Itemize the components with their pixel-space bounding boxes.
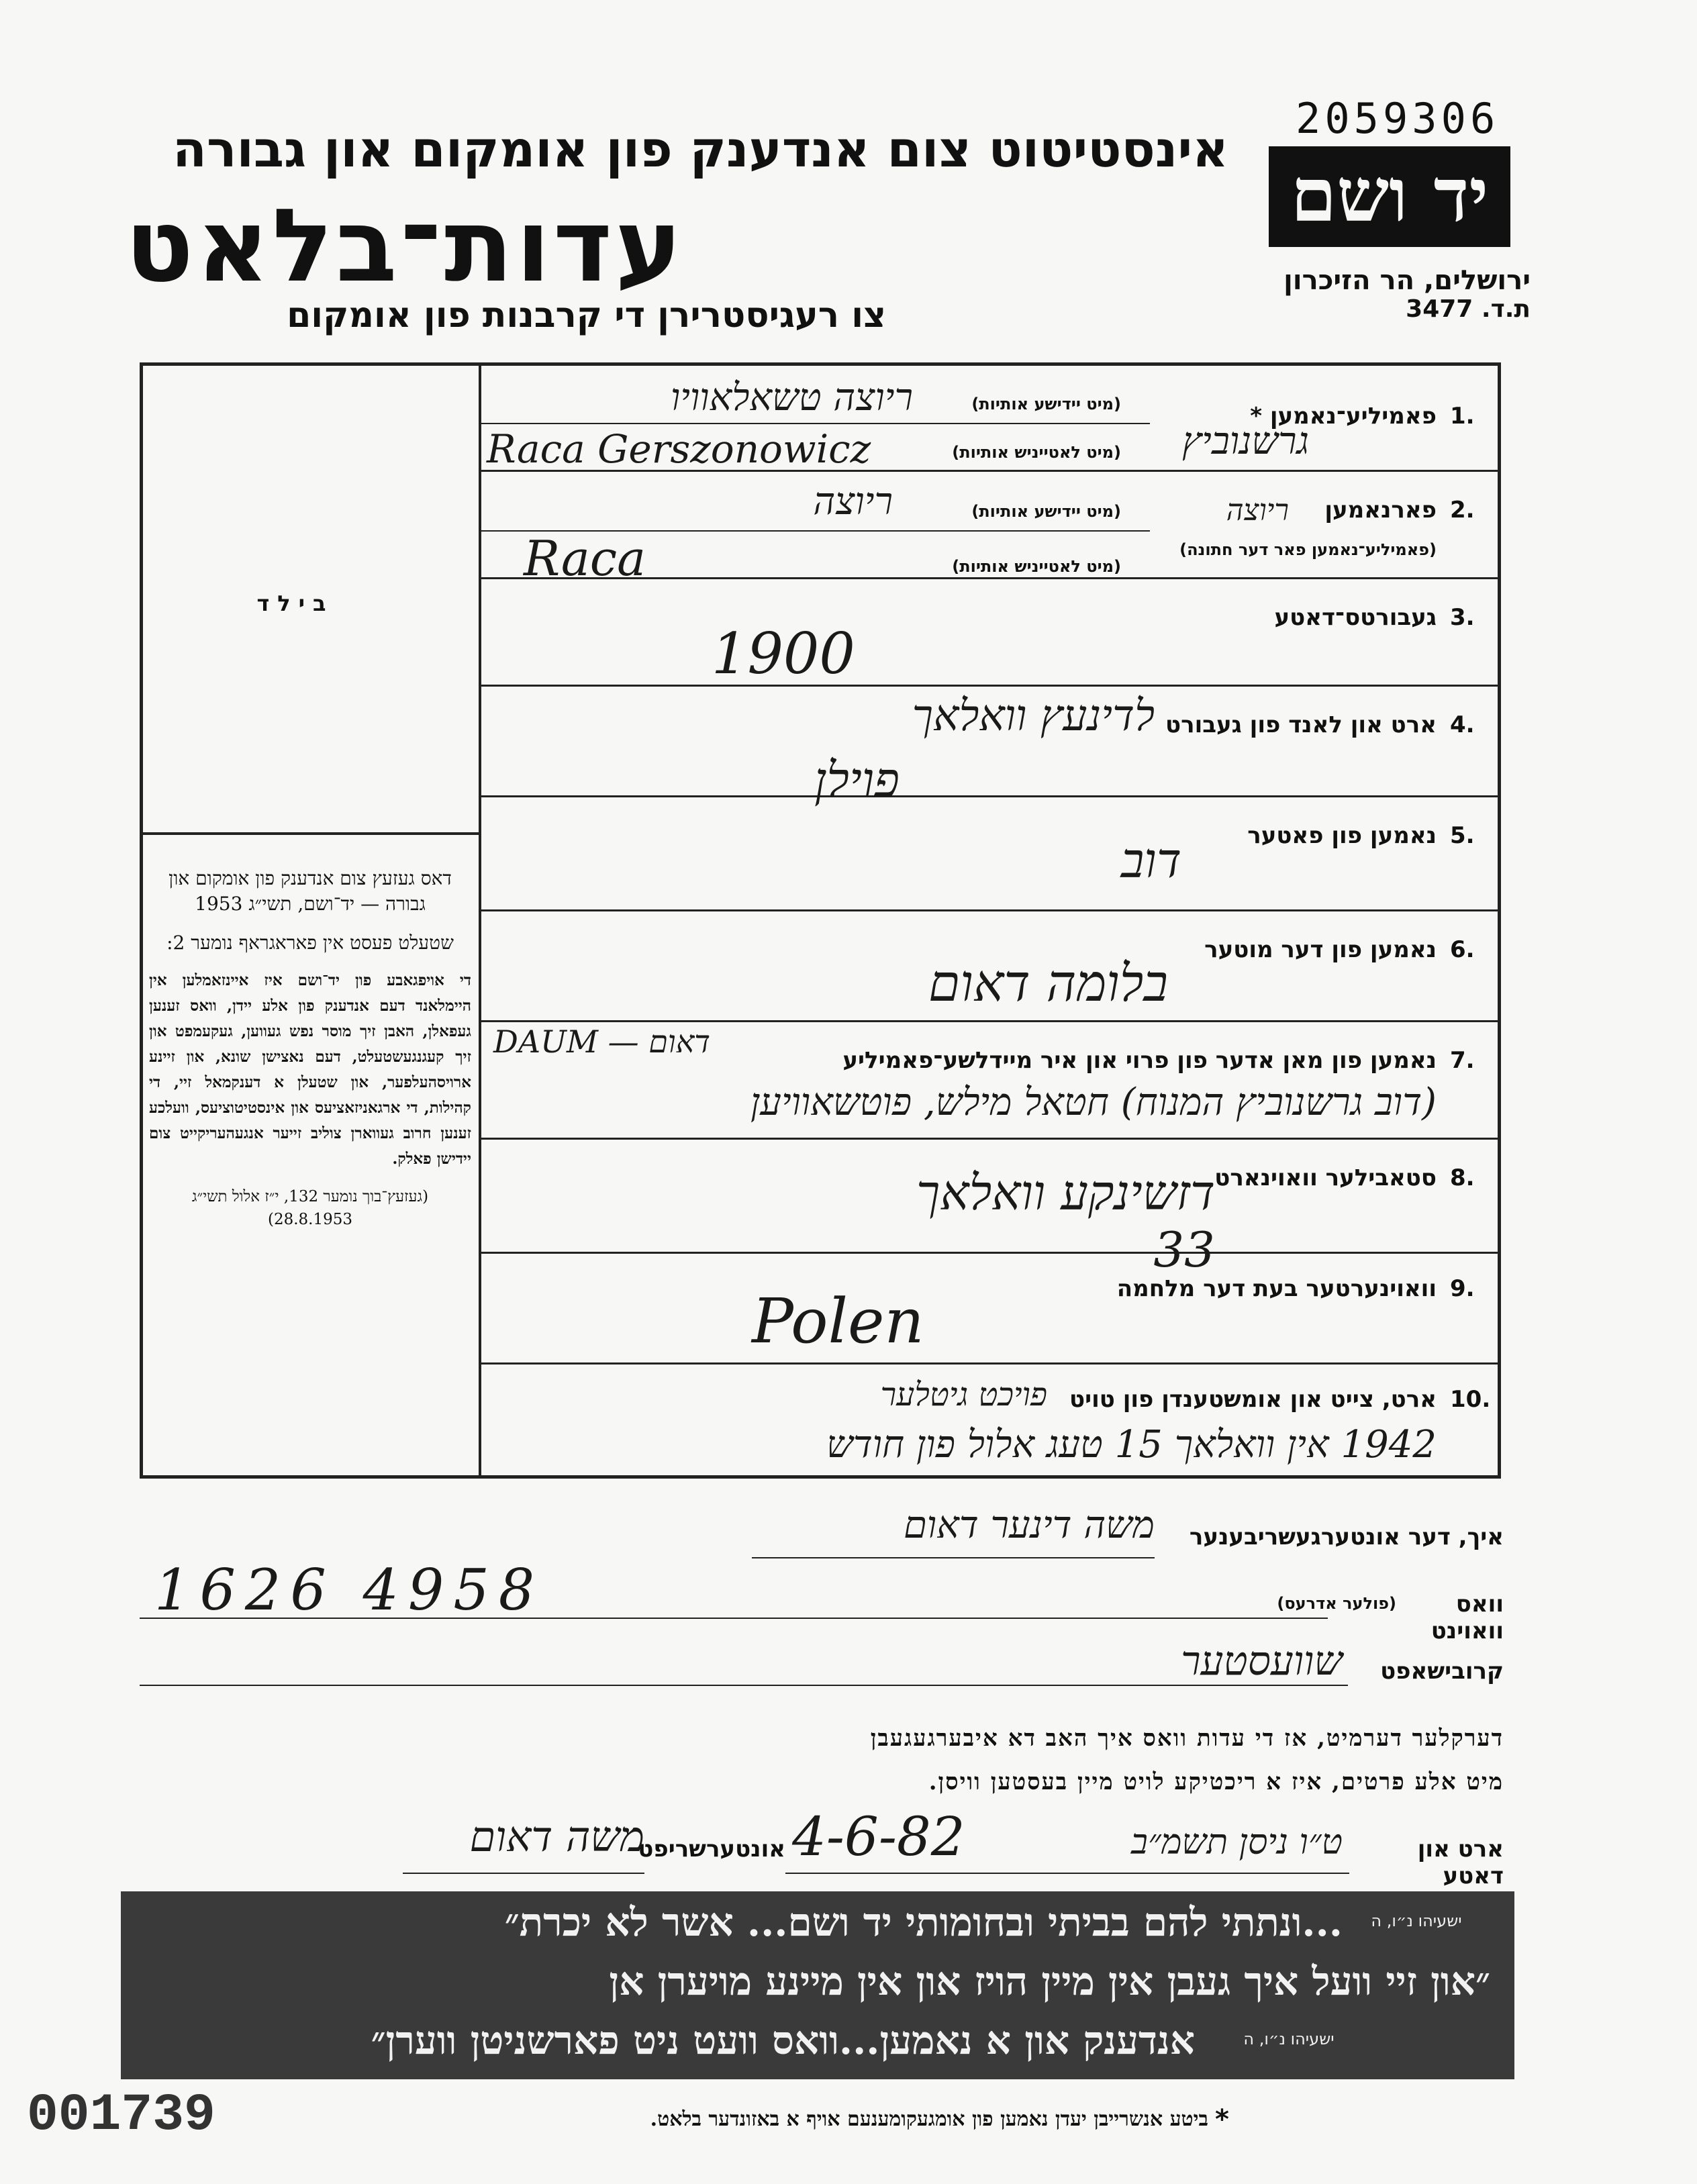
row-sep-3 bbox=[479, 795, 1501, 797]
field-10-value2: פויכט גיטלער bbox=[880, 1376, 1047, 1413]
field-1-label: פאמיליע־נאמען * bbox=[1250, 403, 1437, 430]
row-sep-8 bbox=[479, 1362, 1501, 1364]
signer-address-hint: (פולער אדרעס) bbox=[1277, 1594, 1396, 1613]
signer-relation-label: קרובישאפט bbox=[1380, 1658, 1504, 1685]
field-2-value-lat: Raca bbox=[524, 530, 646, 587]
banner-line1-ref: ישעיהו נ״ו, ה bbox=[1371, 1912, 1462, 1930]
field-1-value-yid: ריוצה טשאלאוויו bbox=[670, 376, 913, 419]
field-10-label: ארט, צייט און אומשטענדן פון טויט bbox=[1069, 1386, 1437, 1413]
declaration-line2: מיט אלע פרטים, איז א ריכטיקע לויט מיין בעסטען וויסן. bbox=[928, 1769, 1504, 1795]
field-9-value: Polen bbox=[752, 1285, 924, 1357]
signature-value: משה דאום bbox=[469, 1812, 644, 1861]
signer-relation-line bbox=[140, 1685, 1348, 1686]
field-6-number: 6. bbox=[1450, 936, 1475, 963]
field-10-number: 10. bbox=[1450, 1386, 1491, 1413]
field-5-label: נאמען פון פאטער bbox=[1247, 822, 1437, 849]
signer-address-label: וואס וואוינט bbox=[1431, 1591, 1504, 1644]
institute-line: אינסטיטוט צום אנדענק פון אומקום און גבורה bbox=[173, 121, 1228, 179]
signer-name-label: איך, דער אונטערגעשריבענער bbox=[1189, 1524, 1504, 1550]
field-2-hint-yid: (מיט יידישע אותיות) bbox=[971, 502, 1121, 521]
field-2-hint-lat: (מיט לאטייניש אותיות) bbox=[952, 557, 1121, 576]
banner-line3-ref: ישעיהו נ״ו, ה bbox=[1243, 2030, 1335, 2048]
field-3-label: געבורטס־דאטע bbox=[1274, 604, 1437, 631]
logo-text: יד ושם bbox=[1290, 152, 1489, 238]
field-8-number: 8. bbox=[1450, 1164, 1475, 1191]
banner-line2: ״און זיי וועל איך געבן אין מיין הויז און אין מיינע מויערן אן bbox=[609, 1958, 1490, 2004]
field-4-label: ארט און לאנד פון געבורט bbox=[1165, 711, 1437, 738]
row-sep-2 bbox=[479, 685, 1501, 687]
field-3-number: 3. bbox=[1450, 604, 1475, 631]
hebrew-date-value: ט״ו ניסן תשמ״ב bbox=[1130, 1822, 1343, 1863]
signature-line bbox=[403, 1873, 644, 1874]
signer-relation-value: שוועסטער bbox=[1181, 1638, 1343, 1685]
field-6-value: בלומה דאום bbox=[928, 953, 1168, 1013]
field-6-label: נאמען פון דער מוטער bbox=[1204, 936, 1437, 963]
yad-vashem-logo bbox=[1269, 146, 1510, 247]
field-2-label-sub: (פאמיליע־נאמען פאר דער חתונה) bbox=[1179, 540, 1437, 559]
law-body: די אויפגאבע פון יד־ושם איז איינזאמלען אין היימלאנד דעם אנדענק פון אלע יידן, וואס זענען געפאלן, האבן זיך מוסר נפש געווען, געקעמפט און זיך קעגנגעשטעלט, דעם נאצישן שונא, און זיינע ארויסהעלפער, און שטעלן א דענקמאל זיי, די קהילות, די ארגאניזאציעס און אינסטיטוציעס, וועלכע זענען חרוב געווארן צוליב זייער אנגעהעריקייט צום יידישן פאלק. bbox=[149, 971, 471, 1168]
serial-number: 001739 bbox=[27, 2086, 215, 2145]
photo-box-divider bbox=[140, 832, 481, 835]
row-sep-1a bbox=[479, 423, 1150, 424]
field-2-number: 2. bbox=[1450, 497, 1475, 524]
field-1-value-lat: Raca Gerszonowicz bbox=[487, 426, 871, 472]
field-10-value: 1942 אין וואלאך 15 טעג אלול פון חודש bbox=[826, 1423, 1437, 1467]
row-sep-5 bbox=[479, 1020, 1501, 1022]
address-line2: ת.ד. 3477 bbox=[1406, 295, 1531, 323]
quote-banner bbox=[121, 1891, 1514, 2079]
field-4-value: לדינעץ וואלאך bbox=[912, 691, 1155, 741]
subtitle: צו רעגיסטרירן די קרבנות פון אומקום bbox=[287, 295, 886, 336]
law-citation: (געזעץ־בוך נומער 132, י״ז אלול תשי״ג 28.8.1953) bbox=[191, 1188, 429, 1228]
place-date-line bbox=[785, 1873, 1349, 1874]
place-date-label: ארט און דאטע bbox=[1417, 1836, 1504, 1889]
address-line1: ירושלים, הר הזיכרון bbox=[1283, 265, 1531, 296]
signer-name-line bbox=[752, 1557, 1155, 1558]
doc-number: 2059306 bbox=[1296, 94, 1500, 143]
field-7-number: 7. bbox=[1450, 1047, 1475, 1074]
field-9-number: 9. bbox=[1450, 1275, 1475, 1302]
row-sep-4 bbox=[479, 909, 1501, 911]
field-2-value-yid: ריוצה bbox=[813, 480, 893, 524]
field-2-label: פארנאמען bbox=[1324, 497, 1437, 524]
field-1-number: 1. bbox=[1450, 403, 1475, 430]
row-sep-6 bbox=[479, 1138, 1501, 1140]
field-7-value: DAUM — דאום bbox=[493, 1024, 711, 1060]
law-title: דאס געזעץ צום אנדענק פון אומקום און גבורה — יד־ושם, תשי״ג 1953 bbox=[168, 867, 452, 915]
footer-note: ביטע אנשרייבן יעדן נאמען פון אומגעקומענעם אויף א באזונדער בלאט. bbox=[650, 2107, 1208, 2131]
field-3-value: 1900 bbox=[712, 621, 855, 687]
field-4-number: 4. bbox=[1450, 711, 1475, 738]
field-1-hint-yid: (מיט יידישע אותיות) bbox=[971, 395, 1121, 413]
field-4-value2: פוילן bbox=[814, 752, 900, 808]
field-7-value2: (דוב גרשנוביץ המנוח) חטאל מילש, פוטשאוויען bbox=[750, 1081, 1437, 1124]
banner-line1: ...ונתתי להם בביתי ובחומותי יד ושם... אשר לא יכרת״ bbox=[504, 1899, 1343, 1945]
field-8-value: דזשינקע וואלאך 33 bbox=[916, 1164, 1215, 1278]
signer-address-value: 1626 4958 bbox=[154, 1557, 544, 1623]
photo-box-label: בילד bbox=[256, 591, 334, 616]
banner-line3: אנדענק און א נאמען...וואס וועט ניט פארשניטן ווערן״ bbox=[371, 2018, 1195, 2063]
big-title: עדות־בלאט bbox=[125, 188, 685, 305]
field-2-value-extra: ריוצה bbox=[1226, 493, 1289, 528]
signature-label: אונטערשריפט bbox=[638, 1836, 785, 1863]
declaration-line1: דערקלער דערמיט, אז די עדות וואס איך האב דא איבערגעגעבן bbox=[870, 1725, 1504, 1752]
law-para-title: שטעלט פעסט אין פאראגראף נומער 2: bbox=[166, 932, 454, 954]
law-box bbox=[149, 866, 471, 1231]
field-1-hint-lat: (מיט לאטייניש אותיות) bbox=[952, 443, 1121, 462]
footer-asterisk: * bbox=[1215, 2104, 1229, 2135]
field-8-label: סטאבילער וואוינארט bbox=[1214, 1164, 1437, 1191]
signer-name-value: משה דינער דאום bbox=[903, 1503, 1155, 1547]
field-1-value-extra: גרשנוביץ bbox=[1181, 419, 1309, 463]
field-7-label: נאמען פון מאן אדער פון פרוי און איר מיידלשע־פאמיליע bbox=[842, 1047, 1437, 1074]
field-5-value: דוב bbox=[1120, 832, 1181, 889]
date-value: 4-6-82 bbox=[792, 1805, 965, 1868]
field-9-label: וואוינערטער בעת דער מלחמה bbox=[1116, 1275, 1437, 1302]
field-5-number: 5. bbox=[1450, 822, 1475, 849]
